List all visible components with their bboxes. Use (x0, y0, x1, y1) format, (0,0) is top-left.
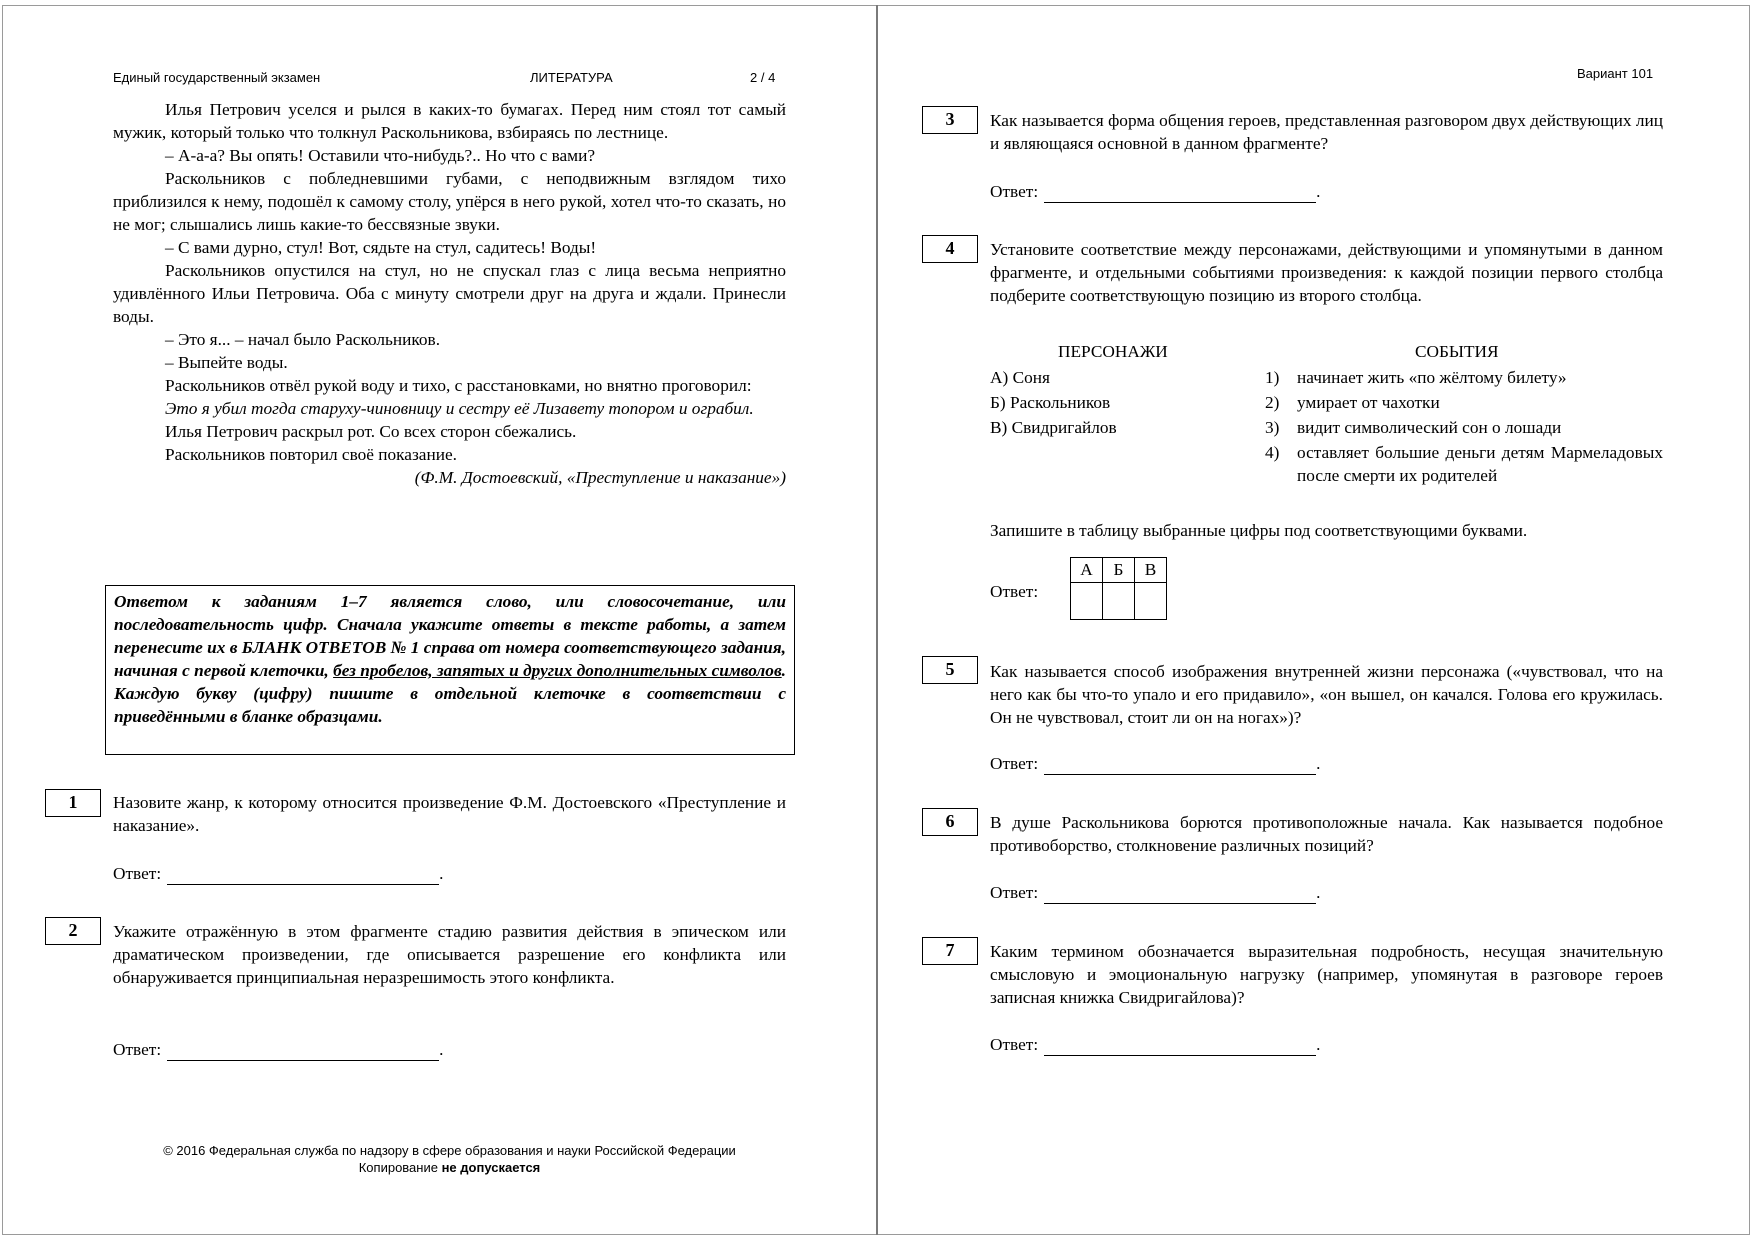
answer-table-header: Б (1103, 558, 1135, 583)
answer-field[interactable] (990, 752, 1320, 775)
question-number-box: 7 (922, 937, 978, 965)
question-text: Как называется форма общения героев, представленная разговором двух действующих лиц и являющаяся основной в данном фрагменте? (990, 111, 1663, 153)
answer-table-cell[interactable] (1135, 583, 1167, 620)
matching-value: Свидригайлов (1011, 418, 1117, 437)
answer-field[interactable] (113, 1038, 443, 1061)
passage-paragraph: Илья Петрович раскрыл рот. Со всех сторон сбежались. (165, 422, 577, 441)
footer-copy-notice (113, 1159, 786, 1176)
answer-period: . (1316, 182, 1321, 201)
footer-copyright: © 2016 Федеральная служба по надзору в сфере образования и науки Российской Федерации (163, 1143, 736, 1158)
passage-paragraph: Илья Петрович уселся и рылся в каких-то бумагах. Перед ним стоял тот самый мужик, который только что толкнул Раскольникова, взбираясь по лестнице. (113, 100, 786, 142)
footer (113, 1142, 786, 1176)
page-divider (876, 5, 878, 1235)
answer-label: Ответ: (113, 1040, 162, 1059)
answer-label: Ответ: (990, 754, 1039, 773)
instructions-underlined: без пробелов, запятых и других дополнительных символов (333, 661, 782, 680)
instructions-text-end: . Каждую букву (цифру) пишите в отдельной клеточке в соответствии с приведёнными в бланке образцами. (114, 661, 786, 726)
answer-period: . (1316, 1035, 1321, 1054)
answer-period: . (439, 864, 444, 883)
matching-right-text: оставляет большие деньги детям Мармеладовых после смерти их родителей (1297, 443, 1663, 485)
header-variant: Вариант 101 (1577, 66, 1654, 81)
answer-field[interactable] (990, 180, 1320, 203)
matching-instruction: Запишите в таблицу выбранные цифры под соответствующими буквами. (990, 521, 1528, 540)
question-text: Укажите отражённую в этом фрагменте стадию развития действия в эпическом или драматическом произведении, где описывается разрешение его конфликта или обнаруживается принципиальная неразрешимость этого конфликта. (113, 922, 786, 987)
passage-paragraph: – Выпейте воды. (165, 353, 288, 372)
literary-passage (113, 98, 786, 489)
answer-table-label: Ответ: (990, 582, 1039, 601)
question-number-box: 1 (45, 789, 101, 817)
instructions-text: Ответом к заданиям 1–7 является слово, или словосочетание, или последовательность цифр. Сначала укажите ответы в тексте работы, а затем перенесите их в БЛАНК ОТВЕТОВ № 1 справа от номера соответствующего задания, начиная с первой клеточки, (114, 592, 786, 680)
instructions-box (105, 585, 795, 755)
answer-table-cell[interactable] (1103, 583, 1135, 620)
header-exam: Единый государственный экзамен (113, 70, 321, 85)
matching-right-text: видит символический сон о лошади (1297, 418, 1562, 437)
matching-right-text: умирает от чахотки (1297, 393, 1440, 412)
passage-paragraph: – С вами дурно, стул! Вот, сядьте на стул, садитесь! Воды! (165, 238, 597, 257)
question-number-box: 2 (45, 917, 101, 945)
matching-value: Соня (1012, 368, 1050, 387)
footer-copy-prefix: Копирование (358, 1160, 442, 1175)
matching-left-item (990, 391, 1110, 414)
answer-line[interactable] (1044, 1039, 1316, 1056)
question-text: Установите соответствие между персонажами, действующими и упомянутыми в данном фрагменте, и отдельными событиями произведения: к каждой позиции первого столбца подберите соответствующую позицию из второго столбца. (990, 240, 1663, 305)
matching-key: Б) (990, 393, 1006, 412)
question-number-box: 3 (922, 106, 978, 134)
answer-period: . (439, 1040, 444, 1059)
matching-left-item (990, 416, 1117, 439)
question-text: Как называется способ изображения внутренней жизни персонажа («чувствовал, что на него как бы что-то упало и его придавило», «он вышел, он качался. Голова его кружилась. Он не чувствовал, стоит ли он на ногах»)? (990, 662, 1663, 727)
passage-paragraph: Раскольников повторил своё показание. (165, 445, 457, 464)
answer-field[interactable] (990, 1033, 1320, 1056)
matching-left-header: ПЕРСОНАЖИ (1058, 342, 1168, 361)
question-number-box: 5 (922, 656, 978, 684)
answer-line[interactable] (167, 1044, 439, 1061)
answer-line[interactable] (1044, 887, 1316, 904)
answer-line[interactable] (1044, 186, 1316, 203)
question-text: Каким термином обозначается выразительная подробность, несущая значительную смысловую и эмоциональную нагрузку (например, упомянутая в разговоре героев записная книжка Свидригайлова)? (990, 942, 1663, 1007)
matching-right-key: 2) (1265, 393, 1280, 412)
passage-paragraph: Раскольников опустился на стул, но не спускал глаз с лица весьма неприятно удивлённого Ильи Петровича. Оба с минуту смотрели друг на друга и ждали. Принесли воды. (113, 261, 786, 326)
matching-key: В) (990, 418, 1008, 437)
matching-right-key: 1) (1265, 368, 1280, 387)
passage-paragraph: – Это я... – начал было Раскольников. (165, 330, 441, 349)
passage-paragraph: Раскольников отвёл рукой воду и тихо, с расстановками, но внятно проговорил: (165, 376, 752, 395)
matching-right-text: начинает жить «по жёлтому билету» (1297, 368, 1567, 387)
answer-table-cell[interactable] (1071, 583, 1103, 620)
footer-copy-bold: не допускается (441, 1160, 541, 1175)
header-subject: ЛИТЕРАТУРА (530, 70, 613, 85)
matching-key: А) (990, 368, 1009, 387)
passage-source: (Ф.М. Достоевский, «Преступление и наказание») (414, 468, 786, 487)
matching-right-key: 4) (1265, 443, 1280, 462)
answer-period: . (1316, 754, 1321, 773)
passage-paragraph: Раскольников с побледневшими губами, с неподвижным взглядом тихо приблизился к нему, подошёл к самому столу, упёрся в него рукой, хотел что-то сказать, но не мог; слышались лишь какие-то бессвязные звуки. (113, 169, 786, 234)
question-text: В душе Раскольникова борются противоположные начала. Как называется подобное противоборство, столкновение различных позиций? (990, 813, 1663, 855)
passage-paragraph: – А-а-а? Вы опять! Оставили что-нибудь?.. Но что с вами? (165, 146, 596, 165)
question-number-box: 4 (922, 235, 978, 263)
answer-label: Ответ: (990, 883, 1039, 902)
answer-table (1070, 557, 1167, 620)
header-page: 2 / 4 (750, 70, 776, 85)
answer-field[interactable] (113, 862, 443, 885)
answer-field[interactable] (990, 881, 1320, 904)
matching-value: Раскольников (1010, 393, 1111, 412)
answer-table-header: В (1135, 558, 1167, 583)
passage-paragraph: Это я убил тогда старуху-чиновницу и сестру её Лизавету топором и ограбил. (165, 399, 754, 418)
matching-right-header: СОБЫТИЯ (1415, 342, 1499, 361)
question-number-box: 6 (922, 808, 978, 836)
matching-left-item (990, 366, 1050, 389)
answer-line[interactable] (1044, 758, 1316, 775)
answer-table-header: А (1071, 558, 1103, 583)
answer-line[interactable] (167, 868, 439, 885)
answer-period: . (1316, 883, 1321, 902)
answer-label: Ответ: (990, 182, 1039, 201)
question-text: Назовите жанр, к которому относится произведение Ф.М. Достоевского «Преступление и наказание». (113, 793, 786, 835)
answer-label: Ответ: (990, 1035, 1039, 1054)
matching-right-key: 3) (1265, 418, 1280, 437)
answer-label: Ответ: (113, 864, 162, 883)
